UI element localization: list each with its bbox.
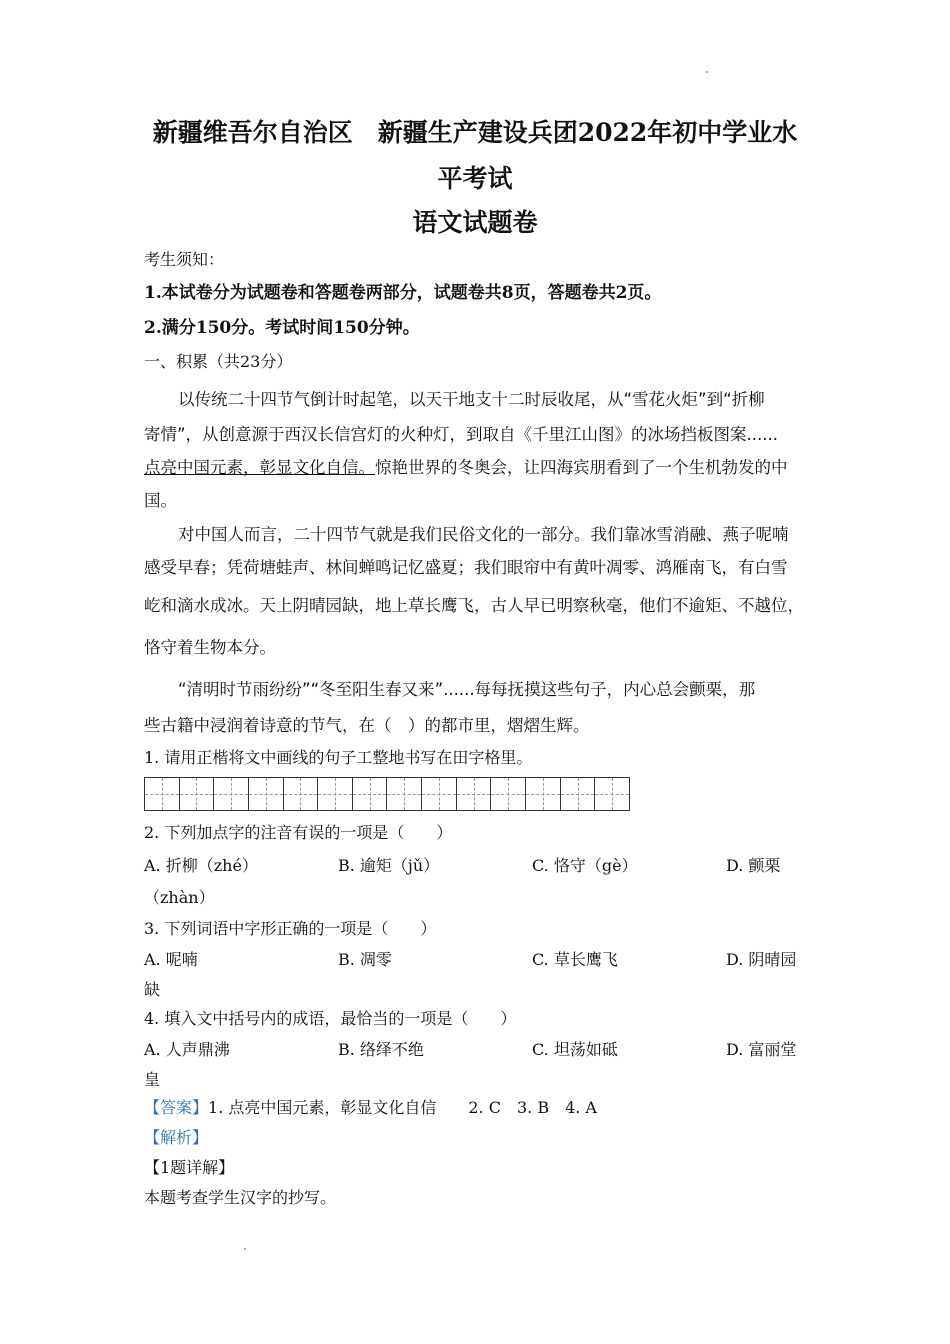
grid-cell[interactable] — [180, 778, 215, 810]
grid-cell[interactable] — [422, 778, 457, 810]
scan-dot — [706, 71, 708, 73]
notice-item-2: 2.满分150分。考试时间150分钟。 — [144, 318, 420, 338]
q4-option-a[interactable]: A. 人声鼎沸 — [144, 1040, 230, 1059]
passage-p2-line1: 对中国人而言，二十四节气就是我们民俗文化的一部分。我们靠冰雪消融、燕子呢喃 — [178, 525, 789, 544]
grid-cell[interactable] — [318, 778, 353, 810]
answer-text: 1. 点亮中国元素，彰显文化自信 2. C 3. B 4. A — [208, 1098, 597, 1117]
q3-option-c[interactable]: C. 草长鹰飞 — [532, 950, 618, 969]
notice-item-1: 1.本试卷分为试题卷和答题卷两部分，试题卷共8页，答题卷共2页。 — [144, 283, 662, 303]
grid-cell[interactable] — [526, 778, 561, 810]
question-1: 1. 请用正楷将文中画线的句子工整地书写在田字格里。 — [144, 748, 533, 767]
passage-p2-line3: 屹和滴水成冰。天上阴晴园缺，地上草长鹰飞，古人早已明察秋毫，他们不逾矩、不越位， — [144, 596, 804, 615]
q4-option-c[interactable]: C. 坦荡如砥 — [532, 1040, 618, 1059]
question-2: 2. 下列加点字的注音有误的一项是（ ） — [144, 823, 453, 842]
answer-label: 【答案】 — [144, 1098, 209, 1117]
passage-p3-line2: 些古籍中浸润着诗意的节气，在（ ）的都市里，熠熠生辉。 — [144, 716, 590, 735]
answer-line — [144, 1100, 597, 1116]
analysis-detail-text: 本题考查学生汉字的抄写。 — [144, 1188, 337, 1207]
passage-p2-line4: 恪守着生物本分。 — [144, 638, 276, 657]
passage-p1-line1: 以传统二十四节气倒计时起笔，以天干地支十二时辰收尾，从“雪花火炬”到“折柳 — [178, 390, 765, 409]
q4-option-d-wrap: 皇 — [144, 1070, 161, 1089]
passage-p2-line2: 感受早春；凭荷塘蛙声、林间蝉鸣记忆盛夏；我们眼帘中有黄叶凋零、鸿雁南飞，有白雪 — [144, 558, 788, 577]
q2-option-d[interactable]: D. 颤栗 — [726, 856, 781, 875]
grid-cell[interactable] — [249, 778, 284, 810]
underlined-sentence: 点亮中国元素，彰显文化自信。 — [144, 458, 375, 477]
grid-cell[interactable] — [145, 778, 180, 810]
question-3: 3. 下列词语中字形正确的一项是（ ） — [144, 919, 437, 938]
q3-option-d[interactable]: D. 阴晴园 — [726, 950, 797, 969]
q3-option-a[interactable]: A. 呢喃 — [144, 950, 198, 969]
q2-option-a[interactable]: A. 折柳（zhé） — [144, 856, 258, 875]
exam-title-line1: 新疆维吾尔自治区 新疆生产建设兵团2022年初中学业水 — [152, 118, 798, 147]
grid-cell[interactable] — [353, 778, 388, 810]
grid-cell[interactable] — [595, 778, 629, 810]
q3-option-b[interactable]: B. 凋零 — [338, 950, 392, 969]
q3-option-d-wrap: 缺 — [144, 980, 161, 999]
q2-option-c[interactable]: C. 恪守（gè） — [532, 856, 638, 875]
section-heading: 一、积累（共23分） — [144, 352, 293, 371]
writing-grid[interactable] — [144, 777, 630, 811]
grid-cell[interactable] — [457, 778, 492, 810]
exam-subtitle: 语文试题卷 — [412, 208, 538, 237]
passage-p1-line3 — [144, 460, 788, 477]
grid-cell[interactable] — [214, 778, 249, 810]
question-4: 4. 填入文中括号内的成语，最恰当的一项是（ ） — [144, 1009, 517, 1028]
analysis-label: 【解析】 — [144, 1128, 209, 1147]
passage-text: 惊艳世界的冬奥会，让四海宾朋看到了一个生机勃发的中 — [375, 458, 788, 477]
grid-cell[interactable] — [387, 778, 422, 810]
q2-option-b[interactable]: B. 逾矩（jǔ） — [338, 856, 440, 875]
passage-p3-line1: “清明时节雨纷纷”“冬至阳生春又来”......每每抚摸这些句子，内心总会颤栗，那 — [178, 680, 756, 699]
q2-option-d-wrap: （zhàn） — [144, 888, 215, 907]
q4-option-b[interactable]: B. 络绎不绝 — [338, 1040, 424, 1059]
grid-cell[interactable] — [491, 778, 526, 810]
passage-p1-line4: 国。 — [144, 491, 177, 510]
notice-heading: 考生须知： — [144, 250, 225, 269]
exam-title-line2: 平考试 — [437, 164, 513, 193]
passage-p1-line2: 寄情”，从创意源于西汉长信宫灯的火种灯，到取自《千里江山图》的冰场挡板图案...... — [144, 425, 779, 444]
scan-dot — [244, 1248, 246, 1250]
q4-option-d[interactable]: D. 富丽堂 — [726, 1040, 797, 1059]
grid-cell[interactable] — [284, 778, 319, 810]
analysis-detail-heading: 【1题详解】 — [144, 1158, 235, 1177]
grid-cell[interactable] — [561, 778, 596, 810]
